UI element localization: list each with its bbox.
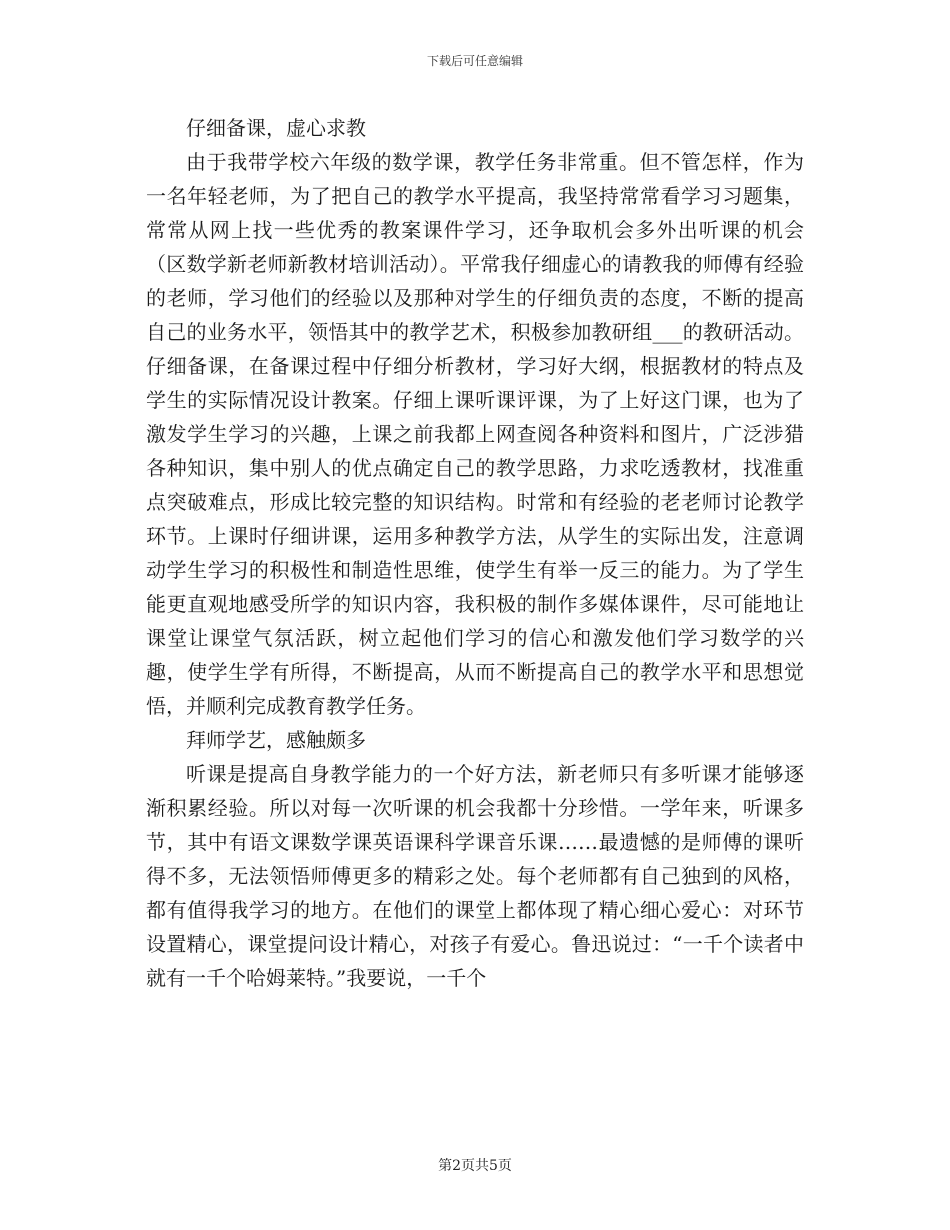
paragraph-mentorship: 听课是提高自身教学能力的一个好方法，新老师只有多听课才能够逐渐积累经验。所以对每一次听课的机会我都十分珍惜。一学年来，听课多节，其中有语文课数学课英语课科学课音乐课……最遗憾的是师傅的课听得不多，无法领悟师傅更多的精彩之处。每个老师都有自己独到的风格，都有值得我学习的地方。在他们的课堂上都体现了精心细心爱心：对环节设置精心，课堂提问设计精心，对孩子有爱心。鲁迅说过：“一千个读者中就有一千个哈姆莱特。”我要说，一千个 (146, 762, 804, 990)
paragraph-preparation: 由于我带学校六年级的数学课，教学任务非常重。但不管怎样，作为一名年轻老师，为了把自己的教学水平提高，我坚持常常看学习习题集，常常从网上找一些优秀的教案课件学习，还争取机会多外出听课的机会（区数学新老师新教材培训活动）。平常我仔细虚心的请教我的师傅有经验的老师，学习他们的经验以及那种对学生的仔细负责的态度，不断的提高自己的业务水平，领悟其中的教学艺术，积极参加教研组___的教研活动。仔细备课，在备课过程中仔细分析教材，学习好大纲，根据教材的特点及学生的实际情况设计教案。仔细上课听课评课，为了上好这门课，也为了激发学生学习的兴趣，上课之前我都上网查阅各种资料和图片，广泛涉猎各种知识，集中别人的优点确定自己的教学思路，力求吃透教材，找准重点突破难点，形成比较完整的知识结构。时常和有经验的老老师讨论教学环节。上课时仔细讲课，运用多种教学方法，从学生的实际出发，注意调动学生学习的积极性和制造性思维，使学生有举一反三的能力。为了学生能更直观地感受所学的知识内容，我积极的制作多媒体课件，尽可能地让课堂让课堂气氛活跃，树立起他们学习的信心和激发他们学习数学的兴趣，使学生学有所得，不断提高，从而不断提高自己的教学水平和思想觉悟，并顺利完成教育教学任务。 (146, 150, 804, 718)
document-body (146, 111, 804, 995)
page-header-note: 下载后可任意编辑 (426, 54, 523, 68)
section-heading-mentorship: 拜师学艺，感触颇多 (186, 728, 366, 752)
section-heading-preparation: 仔细备课，虚心求教 (186, 116, 366, 140)
page-number-footer: 第2页共5页 (438, 1158, 512, 1174)
